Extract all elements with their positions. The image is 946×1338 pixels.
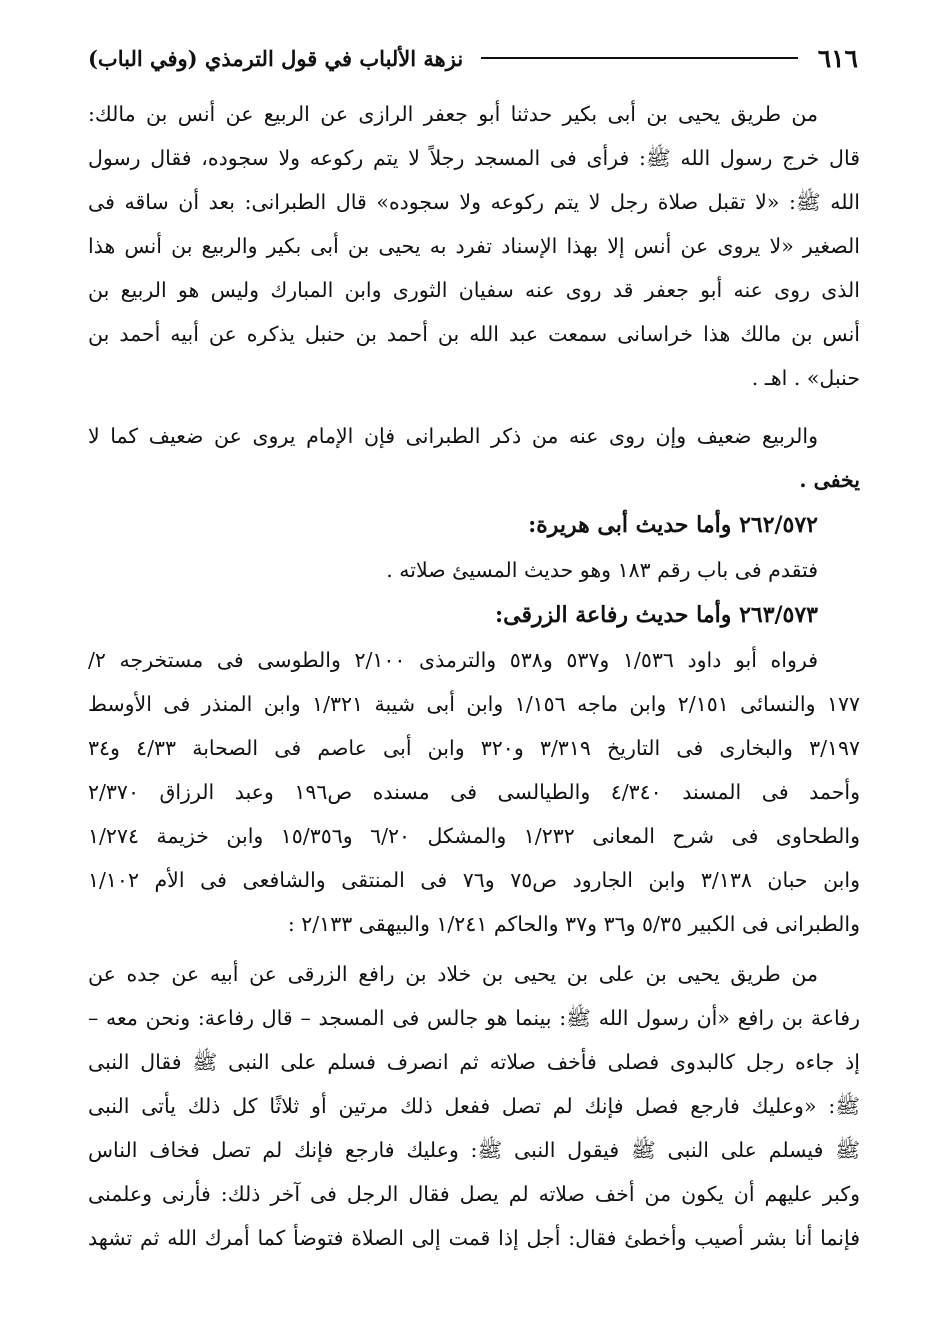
- running-title: نزهة الألباب في قول الترمذي (وفي الباب): [88, 45, 464, 71]
- text-line: وكبر عليهم أن يكون من أخف صلاته لم يصل فقال الرجل فى آخر ذلك: فأرنى وعلمنى: [88, 1182, 860, 1206]
- header-rule: [481, 57, 798, 59]
- section-heading-abu-hurayra: ٢٦٢/٥٧٢ وأما حديث أبى هريرة:: [528, 512, 818, 538]
- text-line: قال خرج رسول الله ﷺ: فرأى فى المسجد رجلاً لا يتم ركوعه ولا سجوده، فقال رسول: [88, 146, 860, 170]
- paragraph-rabi-note: [88, 414, 860, 502]
- text-line: والطحاوى فى شرح المعانى ١/٢٣٢ والمشكل ٦/٢٠ و١٥/٣٥٦ وابن خزيمة ١/٢٧٤: [88, 824, 860, 848]
- text-line: فتقدم فى باب رقم ١٨٣ وهو حديث المسيئ صلاته .: [386, 558, 818, 582]
- text-line: يخفى .: [799, 468, 860, 492]
- paragraph-gap: [88, 400, 860, 414]
- text-line: والطبرانى فى الكبير ٥/٣٥ و٣٦ و٣٧ والحاكم ١/٢٤١ والبيهقى ٢/١٣٣ :: [287, 912, 860, 936]
- page-body: [88, 92, 860, 1260]
- text-line: ٣/١٩٧ والبخارى فى التاريخ ٣/٣١٩ و٣٢٠ وابن أبى عاصم فى الصحابة ٤/٣٣ و٣٤: [88, 736, 860, 760]
- text-line: رفاعة بن رافع «أن رسول الله ﷺ: بينما هو جالس فى المسجد – قال رفاعة: ونحن معه –: [88, 1006, 860, 1030]
- text-line: فرواه أبو داود ١/٥٣٦ و٥٣٧ و٥٣٨ والترمذى ٢/١٠٠ والطوسى فى مستخرجه ٢/: [88, 648, 818, 672]
- text-line: فإنما أنا بشر أصيب وأخطئ فقال: أجل إذا قمت إلى الصلاة فتوضأ كما أمرك الله ثم تشهد: [88, 1226, 860, 1250]
- paragraph-takhrij: [88, 638, 860, 946]
- text-line: ﷺ: «وعليك فارجع فصل فإنك لم تصل ففعل ذلك مرتين أو ثلاثًا كل ذلك يأتى النبى: [88, 1094, 860, 1118]
- paragraph-hadith-anas: [88, 92, 860, 400]
- text-line: من طريق يحيى بن على بن يحيى بن خلاد بن رافع الزرقى عن أبيه عن جده عن: [88, 962, 818, 986]
- text-line: وأحمد فى المسند ٤/٣٤٠ والطيالسى فى مسنده ص١٩٦ وعبد الرزاق ٢/٣٧٠: [88, 780, 860, 804]
- text-line: الله ﷺ: «لا تقبل صلاة رجل لا يتم ركوعه ولا سجوده» قال الطبرانى: بعد أن ساقه فى: [88, 190, 860, 214]
- paragraph-hadith-rifaa: [88, 952, 860, 1260]
- text-line: الصغير «لا يروى عن أنس إلا بهذا الإسناد تفرد به يحيى بن أبى بكير والربيع بن أنس هذا: [88, 234, 860, 258]
- text-line: وابن حبان ٣/١٣٨ وابن الجارود ص٧٥ و٧٦ فى المنتقى والشافعى فى الأم ١/١٠٢: [88, 868, 860, 892]
- text-line: إذ جاءه رجل كالبدوى فصلى فأخف صلاته ثم انصرف فسلم على النبى ﷺ فقال النبى: [88, 1050, 860, 1074]
- text-line: والربيع ضعيف وإن روى عنه من ذكر الطبرانى فإن الإمام يروى عن ضعيف كما لا: [88, 424, 818, 448]
- text-line: ﷺ فيسلم على النبى ﷺ فيقول النبى ﷺ: وعليك فارجع فإنك لم تصل فخاف الناس: [88, 1138, 860, 1162]
- page-number: ٦١٦: [817, 43, 858, 73]
- text-line: حنبل» . اهـ .: [751, 366, 860, 390]
- text-line: أنس بن مالك هذا خراسانى سمعت عبد الله بن أحمد بن حنبل يذكره عن أبيه أحمد بن: [88, 322, 860, 346]
- text-line: ١٧٧ والنسائى ٢/١٥١ وابن ماجه ١/١٥٦ وابن أبى شيبة ١/٣٢١ وابن المنذر فى الأوسط: [88, 692, 860, 716]
- section-heading-rifaa: ٢٦٣/٥٧٣ وأما حديث رفاعة الزرقى:: [495, 602, 818, 628]
- page-header: [88, 38, 858, 78]
- text-line: من طريق يحيى بن أبى بكير حدثنا أبو جعفر الرازى عن الربيع عن أنس بن مالك:: [88, 102, 818, 126]
- text-line: الذى روى عنه أبو جعفر قد روى عنه سفيان الثورى وابن المبارك وليس هو الربيع بن: [88, 278, 860, 302]
